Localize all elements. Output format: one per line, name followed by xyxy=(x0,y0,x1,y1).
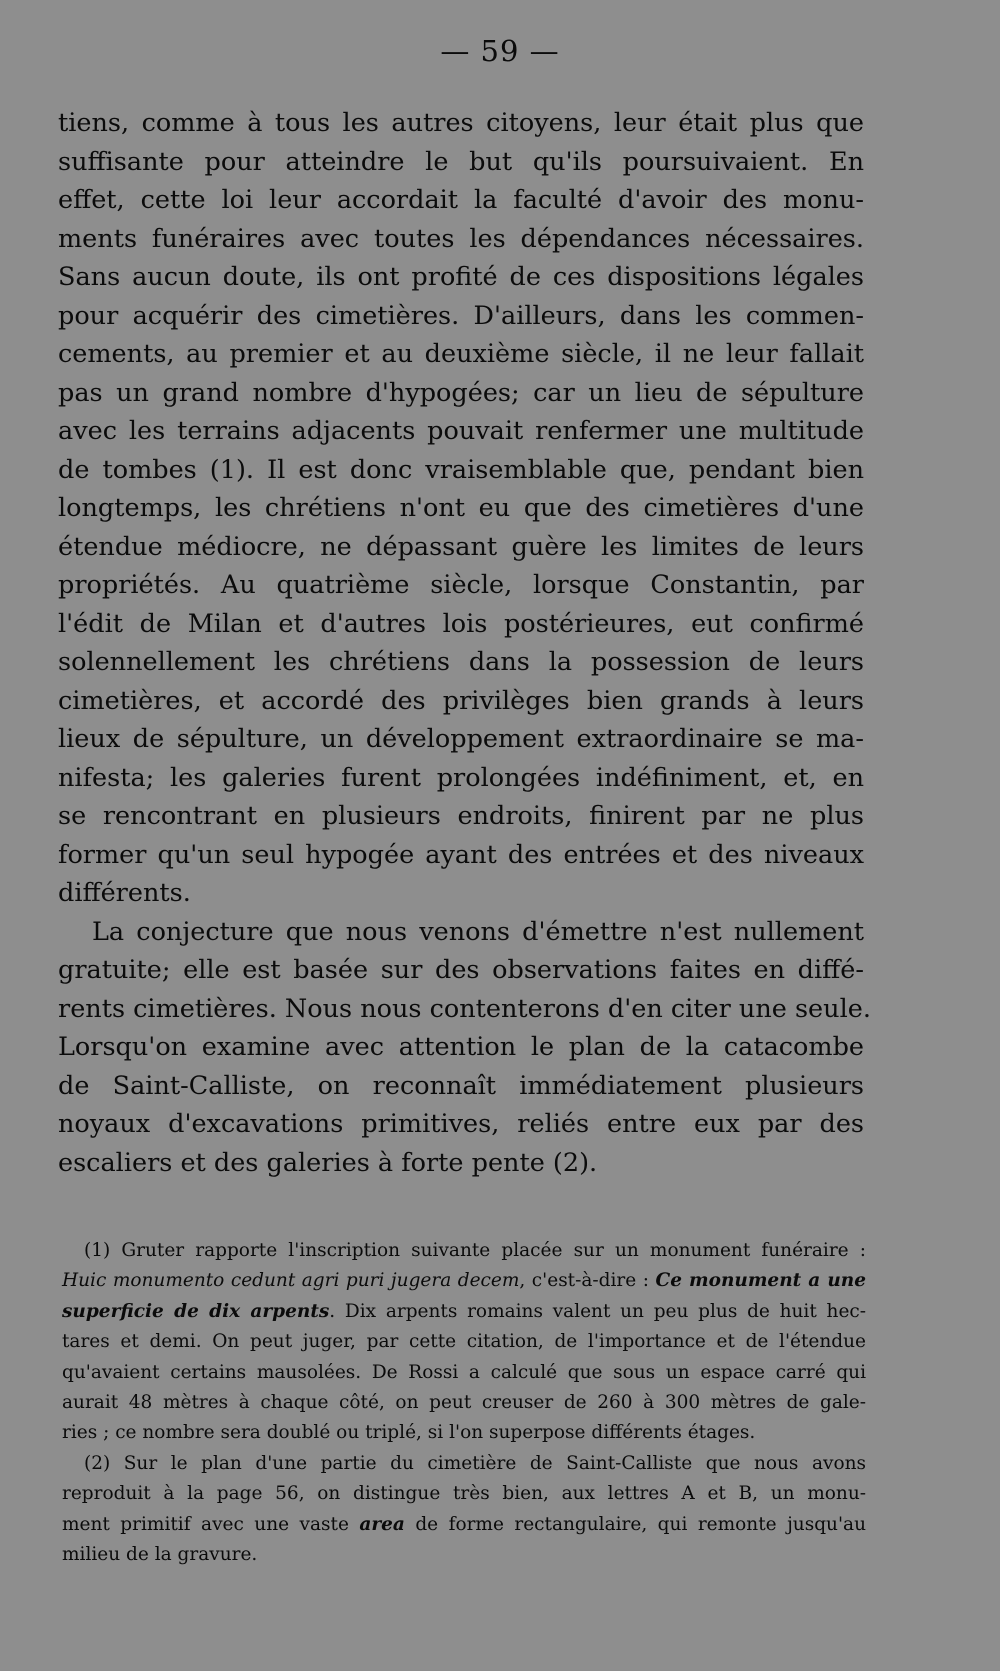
footnotes xyxy=(62,1236,866,1570)
body-line: avec les terrains adjacents pouvait renfermer une multitude xyxy=(58,416,864,446)
body-line: de Saint-Calliste, on reconnaît immédiatement plusieurs xyxy=(58,1070,864,1101)
footnote-text: . Dix arpents romains valent un peu plus de huit hec- xyxy=(329,1300,867,1322)
body-line: solennellement les chrétiens dans la possession de leurs xyxy=(58,647,864,677)
body-line: suffisante pour atteindre le but qu'ils poursuivaient. En xyxy=(58,146,864,177)
latin-inscription: Huic monumento cedunt agri puri jugera decem xyxy=(62,1270,520,1292)
body-text xyxy=(58,104,871,1182)
body-line: l'édit de Milan et d'autres lois postérieures, eut confirmé xyxy=(58,608,864,639)
body-line: pas un grand nombre d'hypogées; car un lieu de sépulture xyxy=(58,377,864,408)
footnote-1-line: tares et demi. On peut juger, par cette citation, de l'importance et de l'étendue xyxy=(62,1331,866,1353)
body-line: gratuite; elle est basée sur des observations faites en diffé- xyxy=(58,955,864,985)
body-line: ments funéraires avec toutes les dépendances nécessaires. xyxy=(58,223,864,254)
paragraph-start-line: La conjecture que nous venons d'émettre n'est nullement xyxy=(92,916,864,947)
body-line: se rencontrant en plusieurs endroits, finirent par ne plus xyxy=(58,801,864,831)
footnote-1-line xyxy=(62,1297,866,1327)
page-number: — 59 — xyxy=(440,34,560,68)
body-line: rents cimetières. Nous nous contenterons d'en citer une seule. xyxy=(58,993,871,1024)
translation-text: Ce monument a une xyxy=(655,1270,866,1292)
footnote-text: de forme rectangulaire, qui remonte jusqu'au xyxy=(404,1513,866,1535)
footnote-text: , c'est-à-dire : xyxy=(519,1270,656,1292)
body-line: pour acquérir des cimetières. D'ailleurs, dans les commen- xyxy=(58,300,864,331)
body-line: de tombes (1). Il est donc vraisemblable que, pendant bien xyxy=(58,454,864,485)
body-line: étendue médiocre, ne dépassant guère les limites de leurs xyxy=(58,531,864,562)
body-line: former qu'un seul hypogée ayant des entrées et des niveaux xyxy=(58,839,864,870)
footnote-2-line: (2) Sur le plan d'une partie du cimetière de Saint-Calliste que nous avons xyxy=(84,1452,866,1474)
footnote-1-line: (1) Gruter rapporte l'inscription suivante placée sur un monument funéraire : xyxy=(84,1240,866,1261)
body-line: noyaux d'excavations primitives, reliés entre eux par des xyxy=(58,1109,864,1139)
body-line: effet, cette loi leur accordait la faculté d'avoir des monu- xyxy=(58,185,864,215)
body-line: Lorsqu'on examine avec attention le plan de la catacombe xyxy=(58,1032,864,1062)
footnote-1-line: ries ; ce nombre sera doublé ou triplé, si l'on superpose différents étages. xyxy=(62,1422,756,1444)
body-line: cimetières, et accordé des privilèges bien grands à leurs xyxy=(58,685,864,716)
body-line: différents. xyxy=(58,878,191,908)
body-line: lieux de sépulture, un développement extraordinaire se ma- xyxy=(58,724,864,754)
body-line: cements, au premier et au deuxième siècle, il ne leur fallait xyxy=(58,339,864,369)
translation-text: superficie de dix arpents xyxy=(62,1300,330,1322)
body-line: nifesta; les galeries furent prolongées indéfiniment, et, en xyxy=(58,762,864,793)
body-line: Sans aucun doute, ils ont profité de ces dispositions légales xyxy=(58,262,864,292)
footnote-2-line: reproduit à la page 56, on distingue très bien, aux lettres A et B, un monu- xyxy=(62,1483,866,1505)
body-line: escaliers et des galeries à forte pente (2). xyxy=(58,1147,598,1178)
body-line: longtemps, les chrétiens n'ont eu que des cimetières d'une xyxy=(58,493,864,523)
footnote-2-line xyxy=(62,1510,866,1540)
body-line: propriétés. Au quatrième siècle, lorsque Constantin, par xyxy=(58,570,864,600)
latin-term: area xyxy=(359,1513,405,1535)
footnote-1-line: qu'avaient certains mausolées. De Rossi a calculé que sous un espace carré qui xyxy=(62,1361,866,1383)
footnote-1-line: aurait 48 mètres à chaque côté, on peut creuser de 260 à 300 mètres de gale- xyxy=(62,1391,866,1413)
footnote-2-line: milieu de la gravure. xyxy=(62,1543,258,1565)
footnote-text: ment primitif avec une vaste xyxy=(62,1513,360,1535)
body-line: tiens, comme à tous les autres citoyens, leur était plus que xyxy=(58,108,864,138)
footnote-1-line xyxy=(62,1266,866,1296)
